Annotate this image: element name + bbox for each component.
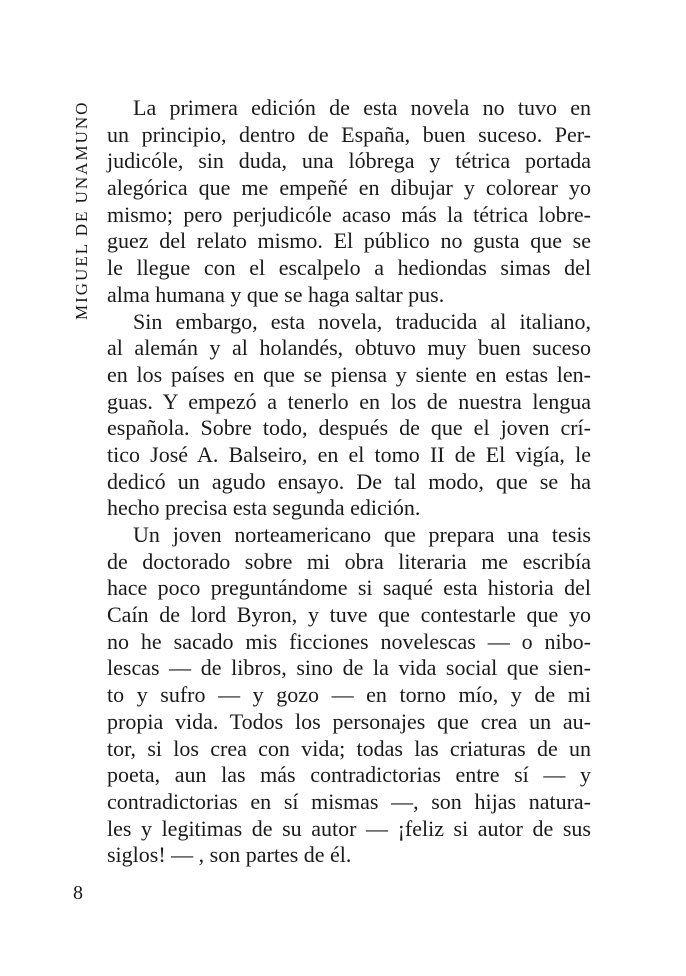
- text-line: guas. Y empezó a tenerlo en los de nuestra lengua: [107, 388, 591, 414]
- text-line: Sin embargo, esta novela, traducida al italiano,: [133, 308, 591, 334]
- text-line: La primera edición de esta novela no tuvo en: [133, 95, 591, 120]
- text-line: les y legitimas de su autor — ¡feliz si autor de sus: [107, 815, 591, 841]
- text-line: al alemán y al holandés, obtuvo muy buen suceso: [107, 335, 591, 361]
- text-line: española. Sobre todo, después de que el joven crí-: [107, 415, 591, 441]
- text-line: de doctorado sobre mi obra literaria me escribía: [107, 548, 591, 574]
- text-line: poeta, aun las más contradictorias entre sí — y: [107, 762, 591, 788]
- text-line: guez del relato mismo. El público no gusta que se: [107, 228, 591, 254]
- running-head: MIGUEL DE UNAMUNO: [72, 100, 91, 320]
- text-line: judicóle, sin duda, una lóbrega y tétrica portada: [107, 148, 591, 174]
- page-number: 8: [73, 882, 83, 904]
- text-line: mismo; pero perjudicóle acaso más la tétrica lobre-: [107, 201, 591, 227]
- text-line: tico José A. Balseiro, en el tomo II de El vigía, le: [107, 441, 591, 467]
- text-line: en los países en que se piensa y siente en estas len-: [107, 361, 591, 387]
- text-line: contradictorias en sí mismas —, son hijas natura-: [107, 788, 591, 814]
- text-line: siglos! — , son partes de él.: [107, 842, 352, 868]
- text-line: no he sacado mis ficciones novelescas — o nibo-: [107, 628, 591, 654]
- text-line: hecho precisa esta segunda edición.: [107, 495, 421, 521]
- body-text: [107, 95, 591, 869]
- text-line: un principio, dentro de España, buen suceso. Per-: [107, 121, 591, 147]
- text-line: to y sufro — y gozo — en torno mío, y de mi: [107, 682, 591, 708]
- text-line: lescas — de libros, sino de la vida social que sien-: [107, 655, 591, 681]
- text-line: hace poco preguntándome si saqué esta historia del: [107, 575, 591, 601]
- text-line: Caín de lord Byron, y tuve que contestarle que yo: [107, 602, 591, 628]
- text-line: alma humana y que se haga saltar pus.: [107, 281, 445, 307]
- text-line: tor, si los crea con vida; todas las criaturas de un: [107, 735, 591, 761]
- text-line: le llegue con el escalpelo a hediondas simas del: [107, 255, 591, 281]
- text-line: alegórica que me empeñé en dibujar y colorear yo: [107, 175, 591, 201]
- text-line: Un joven norteamericano que prepara una tesis: [133, 522, 591, 547]
- text-line: propia vida. Todos los personajes que crea un au-: [107, 708, 591, 734]
- text-line: dedicó un agudo ensayo. De tal modo, que se ha: [107, 468, 591, 494]
